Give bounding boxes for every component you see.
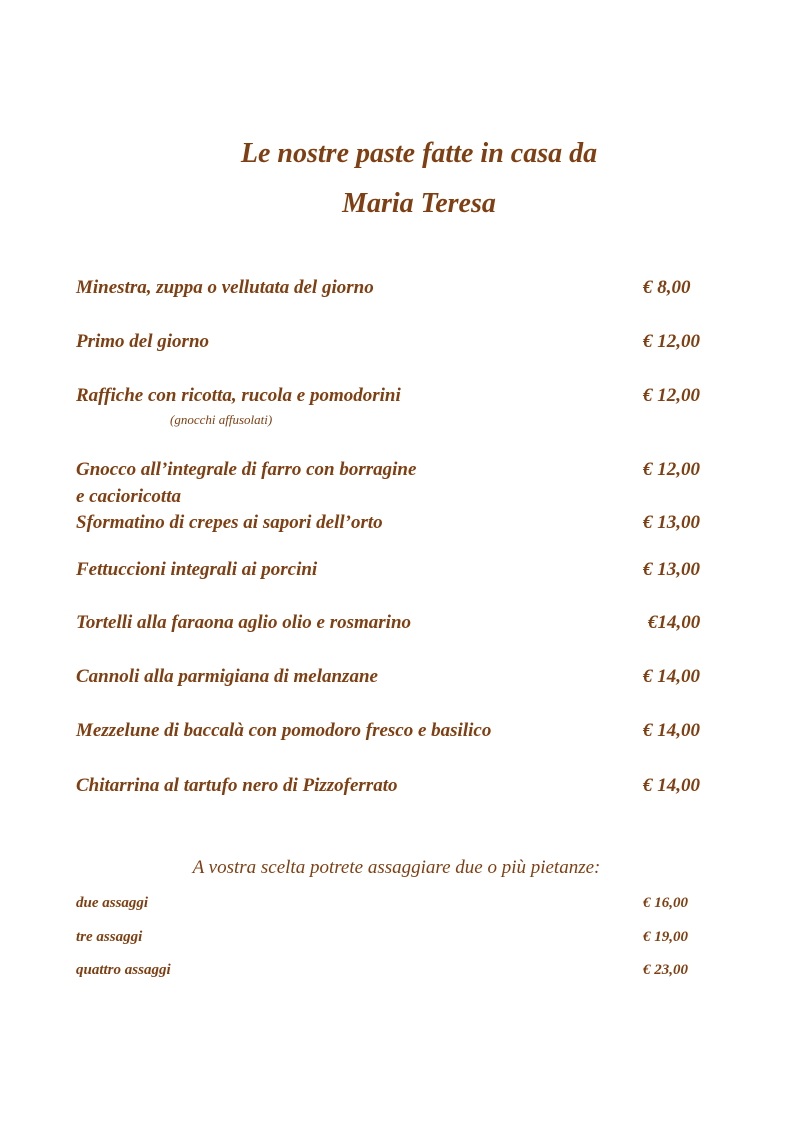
menu-item-price: € 14,00 (643, 720, 700, 741)
tasting-option-price: € 19,00 (643, 929, 688, 945)
menu-item-name: Fettuccioni integrali ai porcini (76, 559, 318, 580)
menu-item-name: Raffiche con ricotta, rucola e pomodorini (76, 385, 401, 406)
menu-item-name: Primo del giorno (76, 331, 210, 352)
menu-item-price: €14,00 (648, 612, 701, 633)
menu-item-name: Chitarrina al tartufo nero di Pizzoferrato (76, 775, 398, 796)
menu-item-name: Minestra, zuppa o vellutata del giorno (76, 277, 374, 298)
menu-title-line-1: Le nostre paste fatte in casa da (240, 138, 598, 169)
menu-item-price: € 8,00 (643, 277, 691, 298)
tasting-option-price: € 23,00 (643, 962, 688, 978)
tasting-option-name: tre assaggi (76, 929, 143, 945)
menu-item-name-continued: e cacioricotta (76, 486, 181, 507)
menu-item-name: Gnocco all’integrale di farro con borragine (76, 459, 417, 480)
menu-item-name: Tortelli alla faraona aglio olio e rosmarino (76, 612, 412, 633)
menu-item-price: € 14,00 (643, 775, 700, 796)
menu-item-note: (gnocchi affusolati) (170, 412, 273, 427)
menu-item-name: Mezzelune di baccalà con pomodoro fresco e basilico (76, 720, 492, 741)
menu-item-name: Sformatino di crepes ai sapori dell’orto (76, 512, 383, 533)
tasting-intro: A vostra scelta potrete assaggiare due o più pietanze: (192, 857, 601, 878)
tasting-option-name: due assaggi (76, 895, 149, 911)
menu-item-price: € 12,00 (643, 459, 700, 480)
menu-item-price: € 14,00 (643, 666, 700, 687)
menu-item-price: € 13,00 (643, 512, 700, 533)
menu-item-name: Cannoli alla parmigiana di melanzane (76, 666, 378, 687)
tasting-option-name: quattro assaggi (76, 962, 171, 978)
menu-title-line-2: Maria Teresa (342, 188, 496, 219)
menu-item-price: € 12,00 (643, 385, 700, 406)
menu-item-price: € 13,00 (643, 559, 700, 580)
tasting-option-price: € 16,00 (643, 895, 688, 911)
menu-item-price: € 12,00 (643, 331, 700, 352)
